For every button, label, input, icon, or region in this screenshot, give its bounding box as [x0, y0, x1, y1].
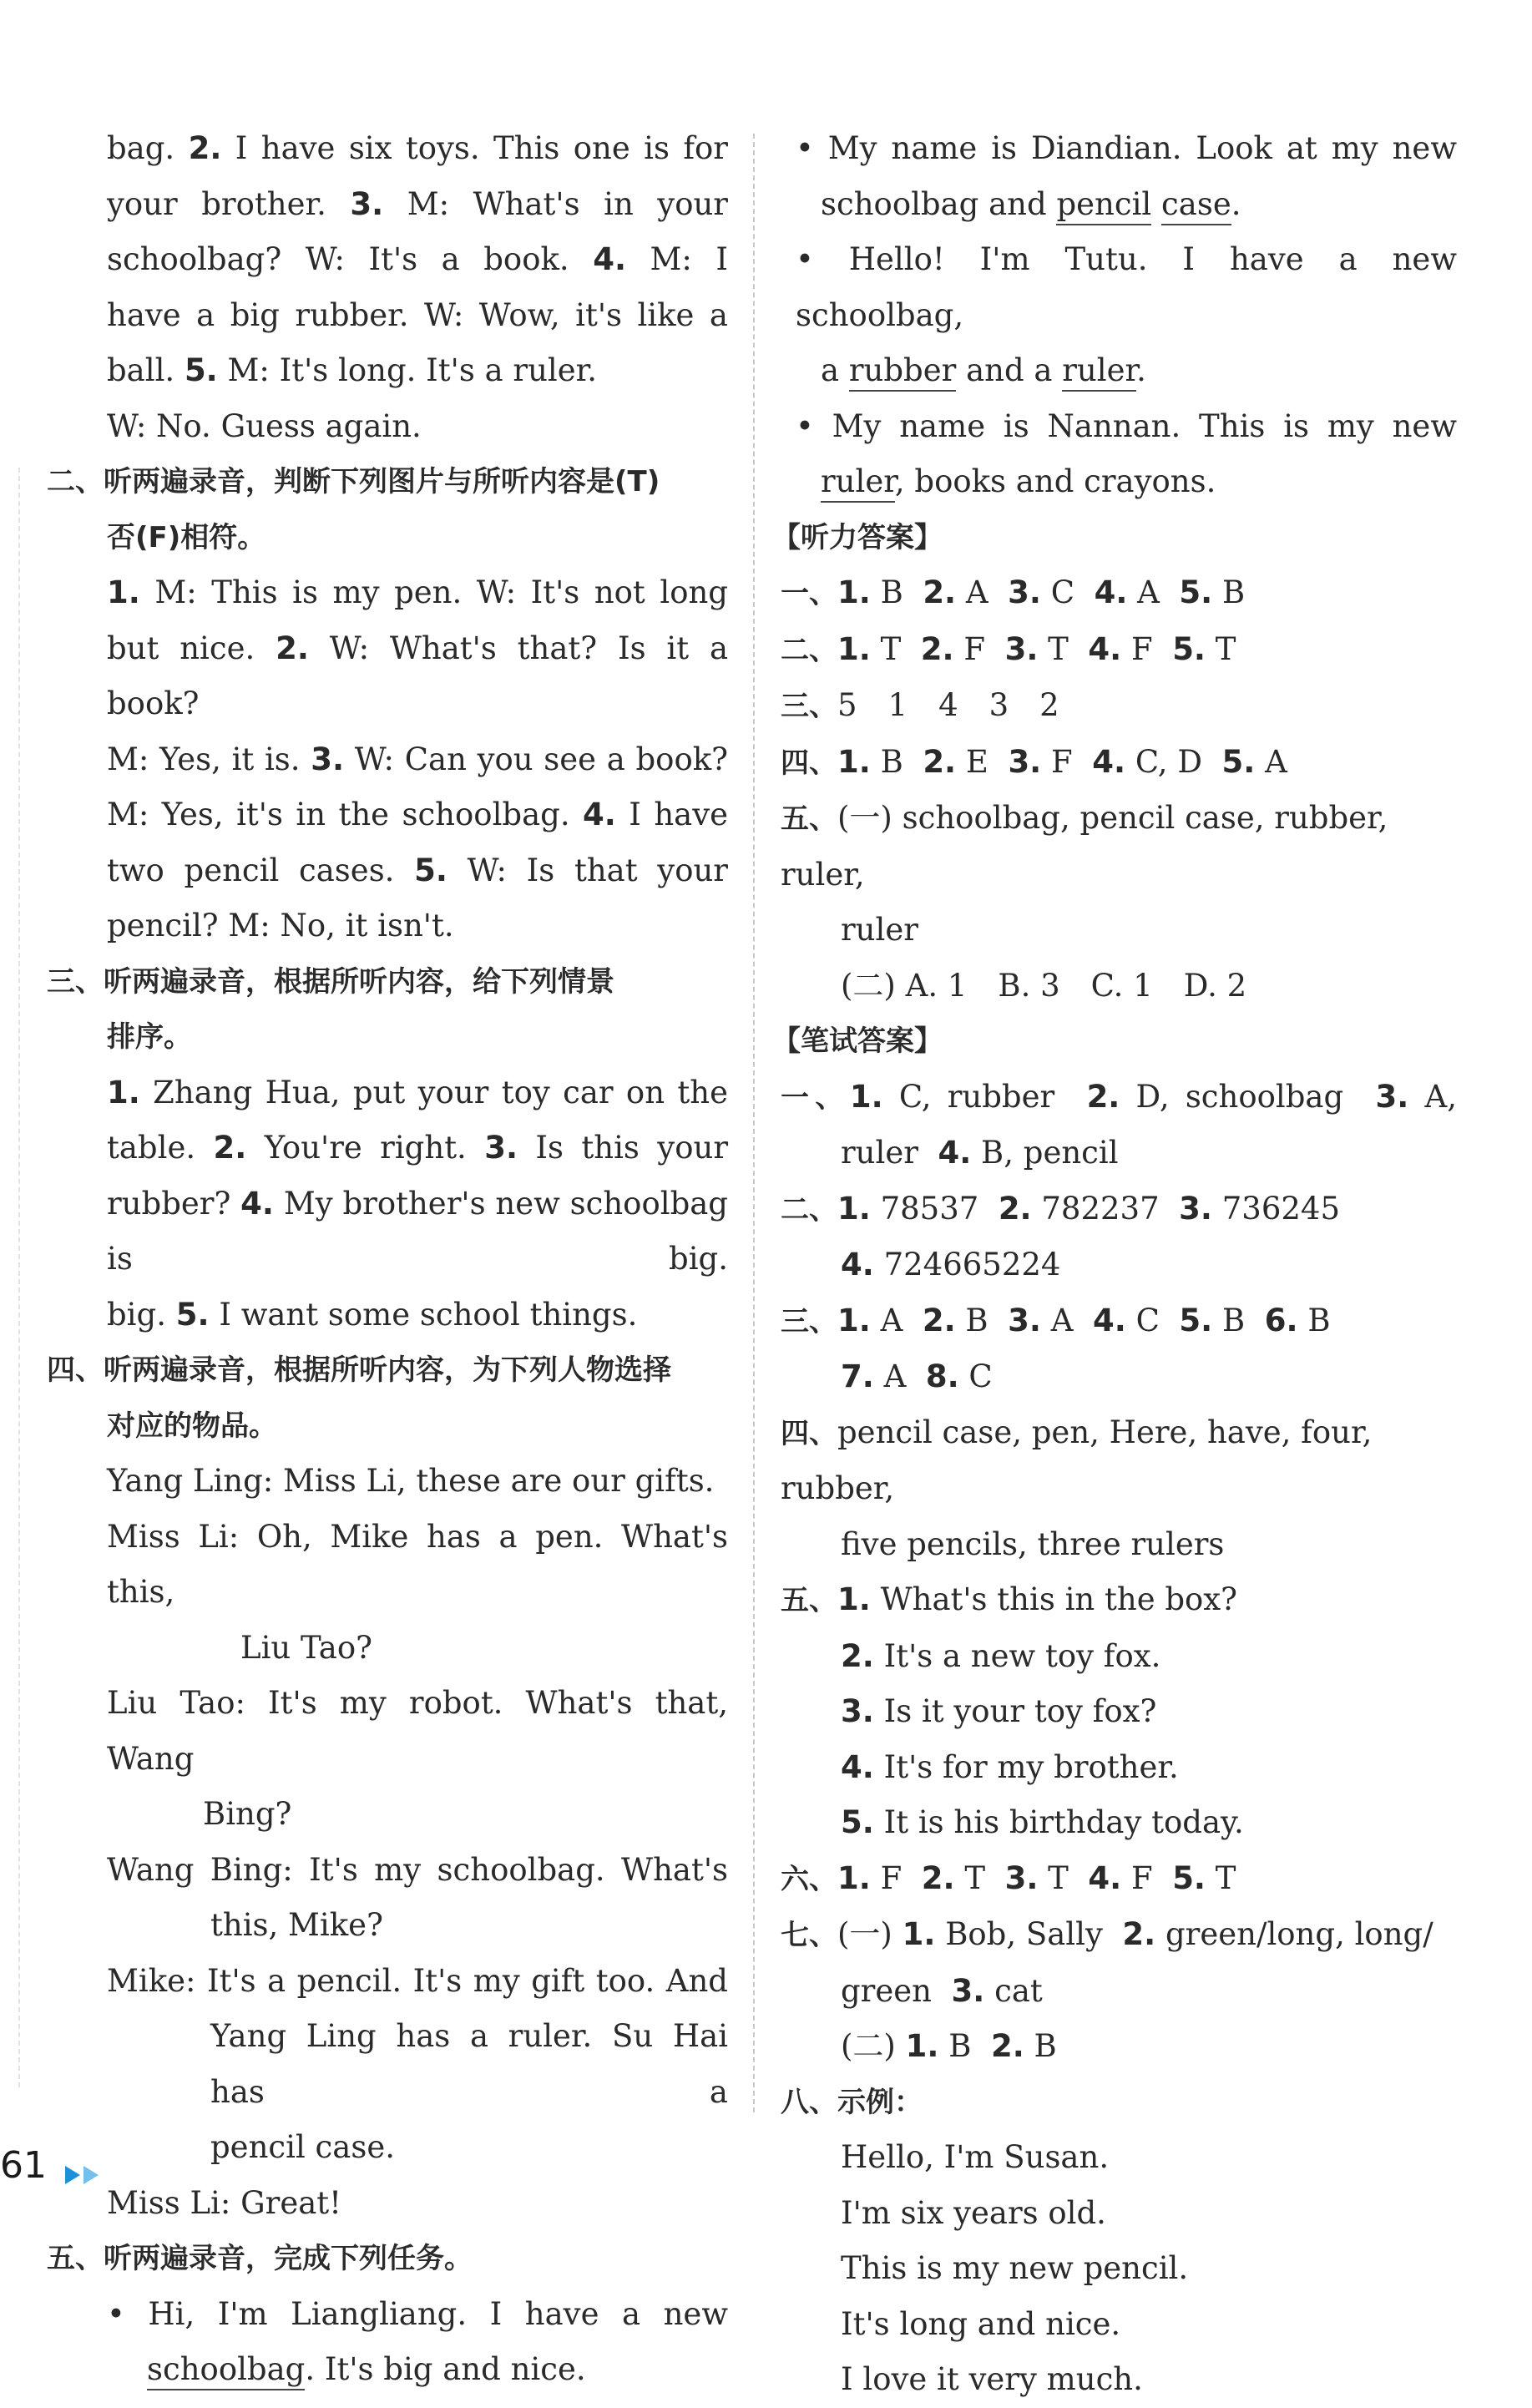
- right-column: [772, 121, 1457, 2408]
- dialogue-line: Mike: It's a pencil. It's my gift too. And: [107, 1962, 728, 1999]
- dialogue-line: Wang Bing: It's my schoolbag. What's: [107, 1851, 728, 1888]
- answer-line: (二) A. 1 B. 3 C. 1 D. 2: [841, 967, 1247, 1004]
- sample-line: This is my new pencil.: [841, 2250, 1189, 2286]
- bullet-line: • My name is Nannan. This is my new: [796, 407, 1457, 444]
- sample-line: I love it very much.: [841, 2361, 1143, 2397]
- intro-line: bag. 2. I have six toys. This one is for: [107, 130, 728, 166]
- transcript-line: 1. Zhang Hua, put your toy car on the: [107, 1074, 728, 1110]
- transcript-line: M: Yes, it is. 3. W: Can you see a book?: [107, 741, 728, 777]
- arrow-icons: [65, 2166, 102, 2188]
- bullet-line: a rubber and a ruler.: [781, 343, 1457, 399]
- bullet-line: schoolbag and pencil case.: [781, 177, 1457, 233]
- dialogue-line: Miss Li: Oh, Mike has a pen. What's this,: [107, 1518, 728, 1610]
- answer-line: green 3. cat: [841, 1972, 1043, 2009]
- transcript-line: table. 2. You're right. 3. Is this your: [107, 1130, 729, 1166]
- listening-answers-title: 【听力答案】: [772, 520, 943, 554]
- underlined-word: ruler: [1062, 352, 1136, 392]
- section-3-heading-cont: 排序。: [107, 1020, 192, 1054]
- answer-line: 八、示例：: [781, 2085, 923, 2119]
- answer-line: 三、1. A 2. B 3. A 4. C 5. B 6. B: [781, 1302, 1331, 1338]
- transcript-line: but nice. 2. W: What's that? Is it a book?: [107, 630, 728, 721]
- bullet-line: • Hi, I'm Liangliang. I have a new: [107, 2295, 728, 2332]
- section-3-heading: 三、听两遍录音，根据所听内容，给下列情景: [47, 964, 614, 999]
- underlined-word: case: [1161, 186, 1231, 225]
- dialogue-line: this, Mike?: [210, 1907, 383, 1943]
- answer-line: 五、1. What's this in the box?: [781, 1581, 1238, 1617]
- underlined-word: schoolbag: [147, 2351, 305, 2390]
- intro-line: have a big rubber. W: Wow, it's like a: [107, 296, 728, 333]
- dialogue-line: Liu Tao?: [240, 1629, 372, 1666]
- page-number: 61: [0, 2144, 47, 2187]
- answer-line: 六、1. F 2. T 3. T 4. F 5. T: [781, 1859, 1236, 1896]
- answer-line: 一、1. B 2. A 3. C 4. A 5. B: [781, 574, 1246, 610]
- answer-line: ruler 4. B, pencil: [841, 1135, 1119, 1171]
- answer-line: 7. A 8. C: [841, 1358, 993, 1394]
- answer-line: 五、(一) schoolbag, pencil case, rubber, ruler,: [781, 800, 1388, 893]
- answer-line: 2. It's a new toy fox.: [841, 1637, 1161, 1674]
- answer-line: 3. Is it your toy fox?: [841, 1693, 1157, 1729]
- answer-line: 4. It's for my brother.: [841, 1748, 1179, 1785]
- bullet-line: schoolbag. It's big and nice.: [107, 2342, 728, 2398]
- left-column: [47, 121, 729, 2398]
- section-5-heading: 五、听两遍录音，完成下列任务。: [47, 2242, 473, 2275]
- answer-line: 5. It is his birthday today.: [841, 1804, 1244, 1840]
- transcript-line: rubber? 4. My brother's new schoolbag is big.: [107, 1185, 728, 1277]
- answer-line: ruler: [841, 912, 918, 948]
- written-answers-title: 【笔试答案】: [772, 1024, 943, 1058]
- answer-line: 4. 724665224: [841, 1247, 1061, 1282]
- answer-line: 七、(一) 1. Bob, Sally 2. green/long, long/: [781, 1916, 1433, 1952]
- sample-line: Hello, I'm Susan.: [841, 2139, 1110, 2175]
- dialogue-line: Miss Li: Great!: [107, 2184, 342, 2221]
- answer-line: (二) 1. B 2. B: [841, 2028, 1057, 2064]
- intro-line: your brother. 3. M: What's in your: [107, 185, 728, 222]
- transcript-line: M: Yes, it's in the schoolbag. 4. I have: [107, 797, 729, 832]
- dialogue-line: pencil case.: [210, 2129, 395, 2165]
- answer-line: 三、5 1 4 3 2: [781, 687, 1059, 723]
- dialogue-line: Liu Tao: It's my robot. What's that, Wang: [107, 1685, 728, 1777]
- transcript-line: pencil? M: No, it isn't.: [107, 908, 454, 943]
- intro-line: ball. 5. M: It's long. It's a ruler.: [107, 352, 598, 388]
- sample-line: I'm six years old.: [841, 2194, 1106, 2231]
- transcript-line: 1. M: This is my pen. W: It's not long: [107, 574, 728, 610]
- dialogue-line: Yang Ling: Miss Li, these are our gifts.: [107, 1463, 715, 1499]
- transcript-line: two pencil cases. 5. W: Is that your: [107, 852, 728, 888]
- answer-line: 二、1. 78537 2. 782237 3. 736245: [781, 1190, 1340, 1227]
- answer-line: 一、1. C, rubber 2. D, schoolbag 3. A,: [781, 1078, 1457, 1115]
- intro-line: schoolbag? W: It's a book. 4. M: I: [107, 241, 729, 277]
- section-4-heading: 四、听两遍录音，根据所听内容，为下列人物选择: [47, 1353, 671, 1387]
- answer-line: 四、pencil case, pen, Here, have, four, rubber,: [781, 1414, 1373, 1506]
- column-divider: [753, 134, 755, 2112]
- bullet-line: • Hello! I'm Tutu. I have a new schoolbag,: [796, 241, 1457, 333]
- bullet-line: • My name is Diandian. Look at my new: [796, 130, 1457, 166]
- section-2-heading-cont: 否(F)相符。: [107, 520, 266, 554]
- underlined-word: rubber: [849, 352, 956, 392]
- intro-line: W: No. Guess again.: [107, 407, 422, 444]
- answer-line: five pencils, three rulers: [841, 1525, 1225, 1562]
- arrow-right-icon: [65, 2166, 80, 2184]
- section-2-heading: 二、听两遍录音，判断下列图片与所听内容是(T): [47, 465, 660, 498]
- bullet-line: ruler, books and crayons.: [781, 454, 1457, 510]
- dialogue-line: Yang Ling has a ruler. Su Hai has a: [210, 2018, 728, 2110]
- page-edge-line: [18, 468, 20, 2087]
- arrow-right-icon: [83, 2166, 99, 2184]
- underlined-word: ruler: [821, 463, 895, 503]
- transcript-line: big. 5. I want some school things.: [107, 1296, 638, 1333]
- sample-line: It's long and nice.: [841, 2305, 1121, 2342]
- section-4-heading-cont: 对应的物品。: [107, 1409, 277, 1443]
- answer-line: 二、1. T 2. F 3. T 4. F 5. T: [781, 630, 1236, 667]
- answer-line: 四、1. B 2. E 3. F 4. C, D 5. A: [781, 743, 1287, 780]
- dialogue-line: Bing?: [203, 1796, 292, 1832]
- underlined-word: pencil: [1056, 186, 1151, 225]
